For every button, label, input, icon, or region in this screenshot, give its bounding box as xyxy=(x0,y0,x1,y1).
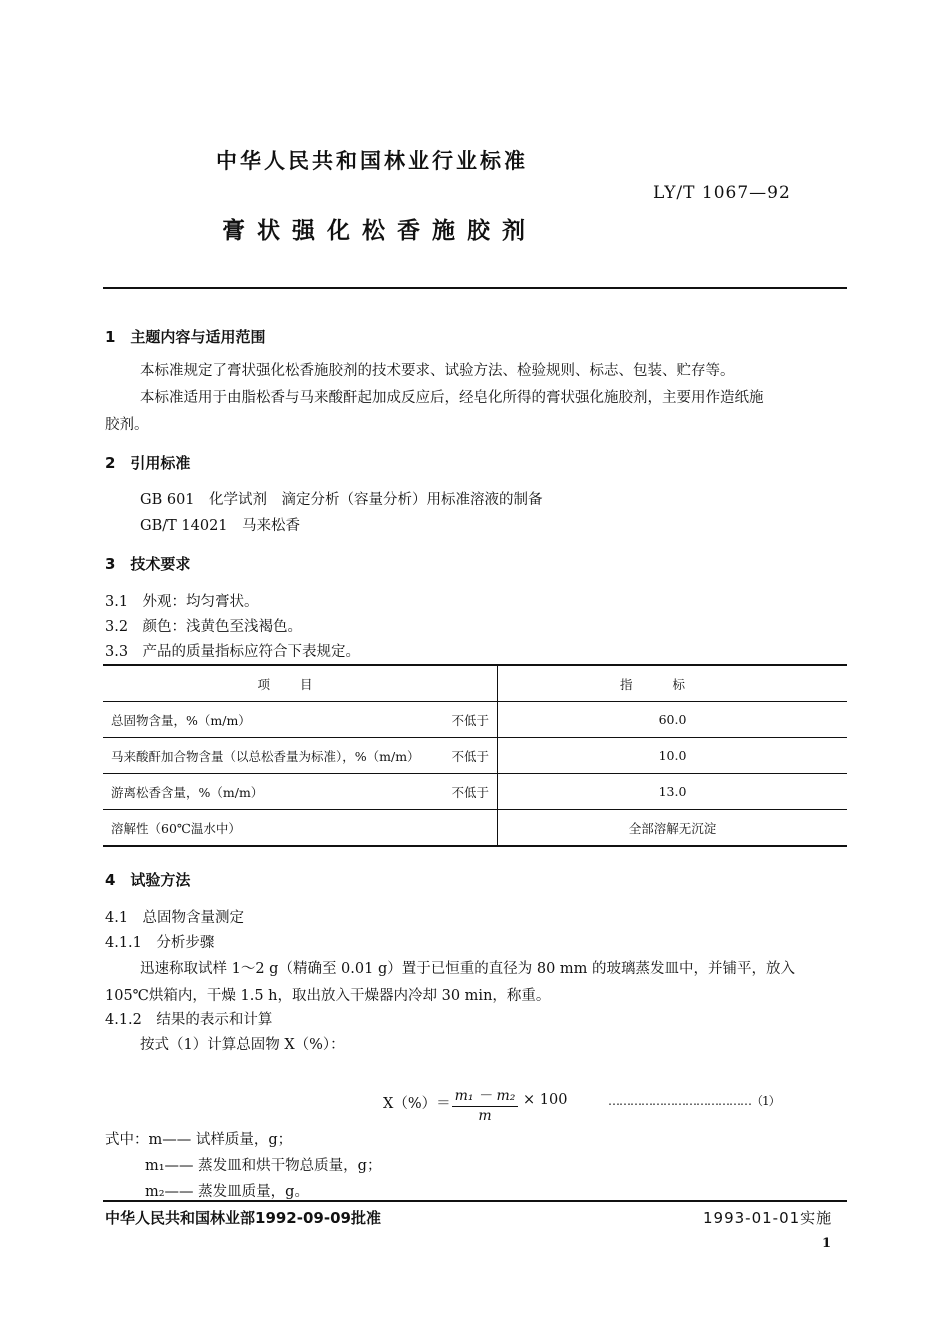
effective-date: 1993-01-01实施 xyxy=(703,1209,833,1227)
row-condition: 不低于 xyxy=(451,712,489,728)
legend-m: 式中：m—— 试样质量，g； xyxy=(105,1132,293,1148)
footer-divider xyxy=(103,1200,847,1202)
subsection-4-1-1: 4.1.1 分析步骤 xyxy=(105,935,215,951)
row-value: 10.0 xyxy=(498,738,848,774)
header-divider xyxy=(103,287,847,289)
procedure-paragraph-cont: 105℃烘箱内，干燥 1.5 h，取出放入干燥器内冷却 30 min，称重。 xyxy=(105,988,551,1004)
table-row xyxy=(103,810,847,847)
legend-m1: m₁—— 蒸发皿和烘干物总质量，g； xyxy=(145,1158,382,1174)
formula-denominator: m xyxy=(478,1108,492,1124)
item-3-2: 3.2 颜色：浅黄色至浅褐色。 xyxy=(105,619,303,635)
header-value: 指标 xyxy=(498,665,848,702)
item-3-3: 3.3 产品的质量指标应符合下表规定。 xyxy=(105,644,361,660)
standard-category-title: 中华人民共和国林业行业标准 xyxy=(216,149,528,173)
row-value: 13.0 xyxy=(498,774,848,810)
formula-lhs: X（%）＝ xyxy=(383,1096,451,1112)
section-1-paragraph-2: 本标准适用于由脂松香与马来酸酐起加成反应后，经皂化所得的膏状强化施胶剂，主要用作造纸施 xyxy=(140,390,764,406)
approval-statement: 中华人民共和国林业部1992-09-09批准 xyxy=(105,1209,381,1227)
section-1-heading: 1 主题内容与适用范围 xyxy=(105,328,266,346)
standard-code: LY/T 1067—92 xyxy=(653,183,791,203)
row-value: 60.0 xyxy=(498,702,848,738)
row-condition: 不低于 xyxy=(451,748,489,764)
legend-m2: m₂—— 蒸发皿质量，g。 xyxy=(145,1184,309,1200)
section-4-heading: 4 试验方法 xyxy=(105,871,191,889)
table-row xyxy=(103,702,847,738)
section-2-heading: 2 引用标准 xyxy=(105,454,191,472)
section-1-paragraph-2-cont: 胶剂。 xyxy=(105,417,149,433)
reference-gbt14021: GB/T 14021 马来松香 xyxy=(140,518,301,534)
formula-rhs: × 100 xyxy=(523,1092,568,1108)
section-3-heading: 3 技术要求 xyxy=(105,555,191,573)
page-number: 1 xyxy=(822,1236,832,1251)
quality-index-table xyxy=(103,664,847,847)
row-item: 溶解性（60℃温水中） xyxy=(111,820,241,836)
row-item: 马来酸酐加合物含量（以总松香量为标准），%（m/m） xyxy=(111,748,420,764)
row-condition: 不低于 xyxy=(451,784,489,800)
item-3-1: 3.1 外观：均匀膏状。 xyxy=(105,594,259,610)
procedure-paragraph: 迅速称取试样 1～2 g（精确至 0.01 g）置于已恒重的直径为 80 mm 的玻璃蒸发皿中，并铺平，放入 xyxy=(140,961,796,977)
table-row xyxy=(103,738,847,774)
row-value: 全部溶解无沉淀 xyxy=(498,810,848,847)
row-item: 总固物含量，%（m/m） xyxy=(111,712,251,728)
section-1-paragraph-1: 本标准规定了膏状强化松香施胶剂的技术要求、试验方法、检验规则、标志、包装、贮存等。 xyxy=(140,363,735,379)
header-item: 项目 xyxy=(103,665,498,702)
formula-numerator: m₁ － m₂ xyxy=(452,1085,518,1107)
formula-number: …………………………………（1） xyxy=(608,1094,780,1108)
calculation-intro: 按式（1）计算总固物 X（%）： xyxy=(140,1037,345,1053)
table-row xyxy=(103,774,847,810)
subsection-4-1-2: 4.1.2 结果的表示和计算 xyxy=(105,1012,273,1028)
reference-gb601: GB 601 化学试剂 滴定分析（容量分析）用标准溶液的制备 xyxy=(140,492,543,508)
row-item: 游离松香含量，%（m/m） xyxy=(111,784,264,800)
subsection-4-1: 4.1 总固物含量测定 xyxy=(105,910,245,926)
formula-fraction xyxy=(452,1085,518,1124)
table-header-row xyxy=(103,665,847,702)
document-title: 膏状强化松香施胶剂 xyxy=(222,218,537,244)
